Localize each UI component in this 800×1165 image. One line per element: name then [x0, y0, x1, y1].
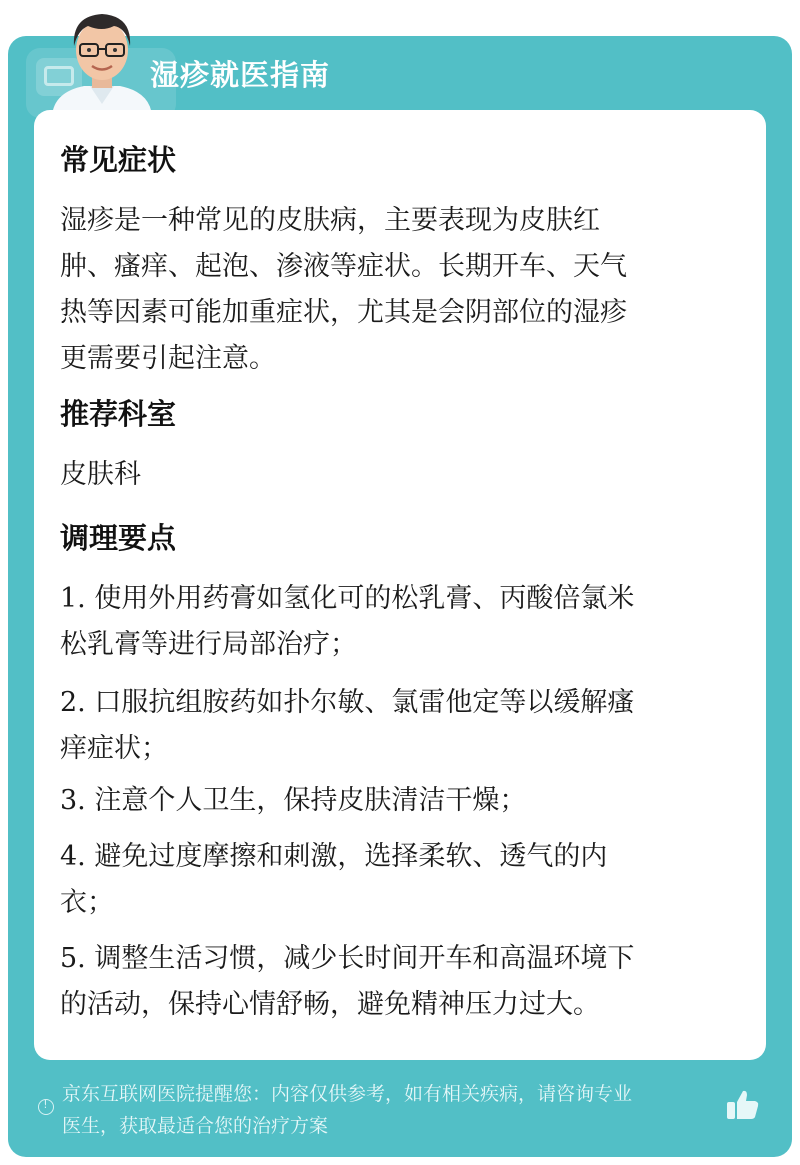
tip-text: 注意个人卫生，保持皮肤清洁干燥；: [94, 785, 527, 816]
tip-text: 调整生活习惯，减少长时间开车和高温环境下: [94, 943, 635, 974]
tip-text: 避免过度摩擦和刺激，选择柔软、透气的内: [94, 841, 608, 872]
page-title: 湿疹就医指南: [150, 58, 331, 92]
tip-text: 衣；: [60, 887, 114, 918]
content-card: [34, 110, 766, 1060]
tip-text: 松乳膏等进行局部治疗；: [60, 629, 357, 660]
tip-number: 1.: [60, 583, 86, 614]
info-icon: [38, 1099, 54, 1115]
section-heading-department: 推荐科室: [60, 397, 177, 431]
text-line: 热等因素可能加重症状，尤其是会阴部位的湿疹: [60, 297, 627, 328]
section-heading-care-tips: 调理要点: [60, 521, 177, 555]
disclaimer-text: [62, 1078, 734, 1142]
tip-number: 4.: [60, 841, 86, 872]
department-text: 皮肤科: [60, 459, 141, 490]
symptoms-text: [60, 198, 740, 382]
tip-number: 5.: [60, 943, 86, 974]
thumbs-up-icon[interactable]: [722, 1085, 762, 1125]
doctor-avatar: [44, 6, 160, 116]
tip-text: 痒症状；: [60, 733, 168, 764]
care-tip-3: [60, 778, 740, 824]
care-tip-5: [60, 936, 740, 1028]
section-heading-symptoms: 常见症状: [60, 143, 177, 177]
disclaimer-line: 医生，获取最适合您的治疗方案: [62, 1115, 329, 1137]
tip-number: 2.: [60, 687, 86, 718]
text-line: 更需要引起注意。: [60, 343, 276, 374]
tip-number: 3.: [60, 785, 86, 816]
text-line: 湿疹是一种常见的皮肤病，主要表现为皮肤红: [60, 205, 600, 236]
care-tip-1: [60, 576, 740, 668]
care-tip-4: [60, 834, 740, 926]
text-line: 肿、瘙痒、起泡、渗液等症状。长期开车、天气: [60, 251, 627, 282]
tip-text: 的活动，保持心情舒畅，避免精神压力过大。: [60, 989, 600, 1020]
disclaimer-line: 京东互联网医院提醒您：内容仅供参考，如有相关疾病，请咨询专业: [62, 1083, 633, 1105]
care-tip-2: [60, 680, 740, 772]
tip-text: 口服抗组胺药如扑尔敏、氯雷他定等以缓解瘙: [94, 687, 635, 718]
tip-text: 使用外用药膏如氢化可的松乳膏、丙酸倍氯米: [94, 583, 635, 614]
